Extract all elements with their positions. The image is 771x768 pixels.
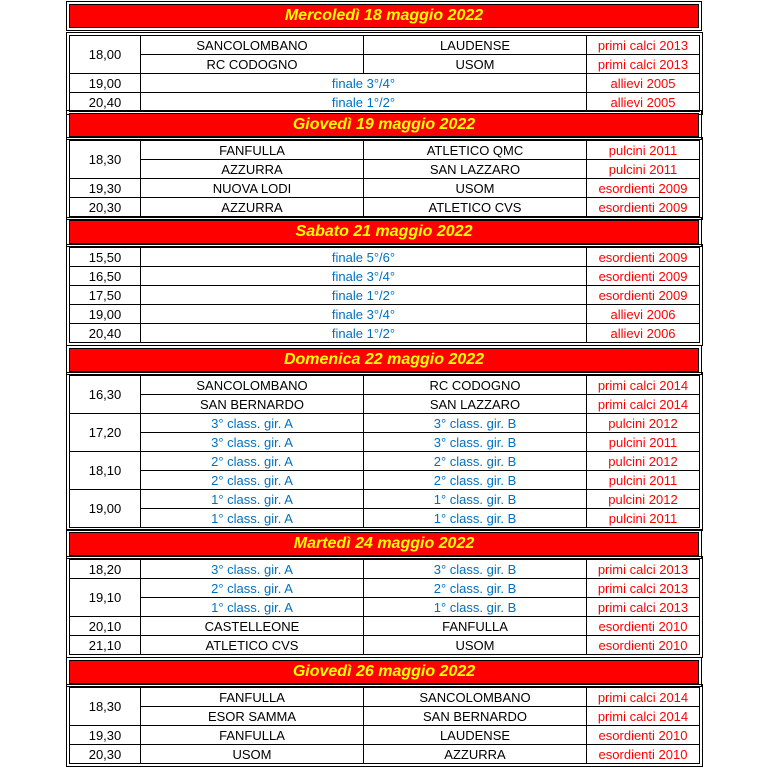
home-team-cell: AZZURRA: [141, 198, 364, 217]
home-team-cell: 3° class. gir. A: [141, 414, 364, 433]
time-cell: 17,20: [70, 414, 141, 452]
category-cell: esordienti 2010: [587, 617, 700, 636]
category-cell: primi calci 2014: [587, 688, 700, 707]
away-team-cell: USOM: [364, 55, 587, 74]
home-team-cell: ATLETICO CVS: [141, 636, 364, 655]
away-team-cell: USOM: [364, 636, 587, 655]
table-row: [70, 598, 700, 617]
away-team-cell: AZZURRA: [364, 745, 587, 764]
away-team-cell: 2° class. gir. B: [364, 452, 587, 471]
table-row: [70, 248, 700, 267]
home-team-cell: SAN BERNARDO: [141, 395, 364, 414]
home-team-cell: ESOR SAMMA: [141, 707, 364, 726]
day-header: Domenica 22 maggio 2022: [69, 348, 699, 372]
away-team-cell: USOM: [364, 179, 587, 198]
category-cell: esordienti 2009: [587, 198, 700, 217]
match-cell: finale 1°/2°: [141, 324, 587, 343]
home-team-cell: 3° class. gir. A: [141, 560, 364, 579]
category-cell: esordienti 2009: [587, 267, 700, 286]
time-cell: 18,10: [70, 452, 141, 490]
table-row: [70, 688, 700, 707]
table-row: [70, 267, 700, 286]
away-team-cell: SAN BERNARDO: [364, 707, 587, 726]
time-cell: 15,50: [70, 248, 141, 267]
table-row: [70, 305, 700, 324]
time-cell: 20,40: [70, 93, 141, 112]
table-row: [70, 74, 700, 93]
schedule-table: [69, 35, 700, 112]
away-team-cell: FANFULLA: [364, 617, 587, 636]
home-team-cell: CASTELLEONE: [141, 617, 364, 636]
match-cell: finale 3°/4°: [141, 305, 587, 324]
category-cell: esordienti 2009: [587, 179, 700, 198]
away-team-cell: 3° class. gir. B: [364, 414, 587, 433]
day-header: Martedì 24 maggio 2022: [69, 532, 699, 556]
away-team-cell: 2° class. gir. B: [364, 471, 587, 490]
time-cell: 18,30: [70, 688, 141, 726]
time-cell: 19,00: [70, 74, 141, 93]
time-cell: 17,50: [70, 286, 141, 305]
table-row: [70, 726, 700, 745]
time-cell: 18,30: [70, 141, 141, 179]
table-row: [70, 707, 700, 726]
category-cell: esordienti 2010: [587, 636, 700, 655]
category-cell: primi calci 2014: [587, 707, 700, 726]
away-team-cell: ATLETICO QMC: [364, 141, 587, 160]
table-row: [70, 395, 700, 414]
home-team-cell: 1° class. gir. A: [141, 490, 364, 509]
home-team-cell: FANFULLA: [141, 141, 364, 160]
away-team-cell: 3° class. gir. B: [364, 560, 587, 579]
category-cell: pulcini 2012: [587, 452, 700, 471]
home-team-cell: 1° class. gir. A: [141, 509, 364, 528]
time-cell: 20,10: [70, 617, 141, 636]
away-team-cell: ATLETICO CVS: [364, 198, 587, 217]
away-team-cell: 3° class. gir. B: [364, 433, 587, 452]
table-row: [70, 433, 700, 452]
table-row: [70, 490, 700, 509]
match-cell: finale 5°/6°: [141, 248, 587, 267]
home-team-cell: AZZURRA: [141, 160, 364, 179]
away-team-cell: SAN LAZZARO: [364, 395, 587, 414]
home-team-cell: FANFULLA: [141, 688, 364, 707]
category-cell: pulcini 2011: [587, 433, 700, 452]
time-cell: 16,30: [70, 376, 141, 414]
schedule-table: [69, 247, 700, 343]
away-team-cell: RC CODOGNO: [364, 376, 587, 395]
category-cell: primi calci 2013: [587, 579, 700, 598]
day-header: Mercoledì 18 maggio 2022: [69, 4, 699, 28]
table-row: [70, 286, 700, 305]
category-cell: allievi 2005: [587, 74, 700, 93]
away-team-cell: 2° class. gir. B: [364, 579, 587, 598]
table-row: [70, 471, 700, 490]
away-team-cell: SAN LAZZARO: [364, 160, 587, 179]
category-cell: primi calci 2013: [587, 55, 700, 74]
table-row: [70, 141, 700, 160]
schedule-table: [69, 375, 700, 528]
category-cell: esordienti 2009: [587, 286, 700, 305]
time-cell: 20,30: [70, 198, 141, 217]
table-row: [70, 36, 700, 55]
table-row: [70, 198, 700, 217]
home-team-cell: USOM: [141, 745, 364, 764]
category-cell: allievi 2006: [587, 305, 700, 324]
away-team-cell: 1° class. gir. B: [364, 598, 587, 617]
category-cell: pulcini 2012: [587, 414, 700, 433]
category-cell: pulcini 2011: [587, 509, 700, 528]
table-row: [70, 452, 700, 471]
home-team-cell: 2° class. gir. A: [141, 452, 364, 471]
away-team-cell: 1° class. gir. B: [364, 509, 587, 528]
category-cell: esordienti 2010: [587, 726, 700, 745]
home-team-cell: SANCOLOMBANO: [141, 376, 364, 395]
category-cell: primi calci 2014: [587, 395, 700, 414]
time-cell: 18,00: [70, 36, 141, 74]
category-cell: pulcini 2011: [587, 141, 700, 160]
table-row: [70, 579, 700, 598]
table-row: [70, 93, 700, 112]
category-cell: pulcini 2011: [587, 160, 700, 179]
day-header: Giovedì 19 maggio 2022: [69, 113, 699, 137]
category-cell: primi calci 2013: [587, 598, 700, 617]
time-cell: 21,10: [70, 636, 141, 655]
home-team-cell: 1° class. gir. A: [141, 598, 364, 617]
time-cell: 19,00: [70, 305, 141, 324]
category-cell: allievi 2006: [587, 324, 700, 343]
day-header: Sabato 21 maggio 2022: [69, 220, 699, 244]
match-cell: finale 3°/4°: [141, 74, 587, 93]
time-cell: 18,20: [70, 560, 141, 579]
category-cell: esordienti 2009: [587, 248, 700, 267]
time-cell: 19,30: [70, 179, 141, 198]
time-cell: 16,50: [70, 267, 141, 286]
home-team-cell: 2° class. gir. A: [141, 579, 364, 598]
day-header: Giovedì 26 maggio 2022: [69, 660, 699, 684]
away-team-cell: LAUDENSE: [364, 726, 587, 745]
table-row: [70, 509, 700, 528]
time-cell: 20,40: [70, 324, 141, 343]
away-team-cell: 1° class. gir. B: [364, 490, 587, 509]
home-team-cell: FANFULLA: [141, 726, 364, 745]
table-row: [70, 414, 700, 433]
table-row: [70, 324, 700, 343]
table-row: [70, 160, 700, 179]
category-cell: primi calci 2014: [587, 376, 700, 395]
category-cell: primi calci 2013: [587, 560, 700, 579]
table-row: [70, 636, 700, 655]
match-cell: finale 1°/2°: [141, 286, 587, 305]
match-cell: finale 1°/2°: [141, 93, 587, 112]
home-team-cell: NUOVA LODI: [141, 179, 364, 198]
category-cell: esordienti 2010: [587, 745, 700, 764]
table-row: [70, 55, 700, 74]
category-cell: pulcini 2011: [587, 471, 700, 490]
time-cell: 19,30: [70, 726, 141, 745]
match-cell: finale 3°/4°: [141, 267, 587, 286]
home-team-cell: RC CODOGNO: [141, 55, 364, 74]
time-cell: 19,10: [70, 579, 141, 617]
away-team-cell: LAUDENSE: [364, 36, 587, 55]
home-team-cell: 3° class. gir. A: [141, 433, 364, 452]
schedule-table: [69, 559, 700, 655]
time-cell: 20,30: [70, 745, 141, 764]
away-team-cell: SANCOLOMBANO: [364, 688, 587, 707]
time-cell: 19,00: [70, 490, 141, 528]
schedule-table: [69, 140, 700, 217]
home-team-cell: SANCOLOMBANO: [141, 36, 364, 55]
table-row: [70, 376, 700, 395]
table-row: [70, 560, 700, 579]
home-team-cell: 2° class. gir. A: [141, 471, 364, 490]
table-row: [70, 617, 700, 636]
category-cell: primi calci 2013: [587, 36, 700, 55]
category-cell: allievi 2005: [587, 93, 700, 112]
table-row: [70, 745, 700, 764]
category-cell: pulcini 2012: [587, 490, 700, 509]
schedule-table: [69, 687, 700, 764]
table-row: [70, 179, 700, 198]
